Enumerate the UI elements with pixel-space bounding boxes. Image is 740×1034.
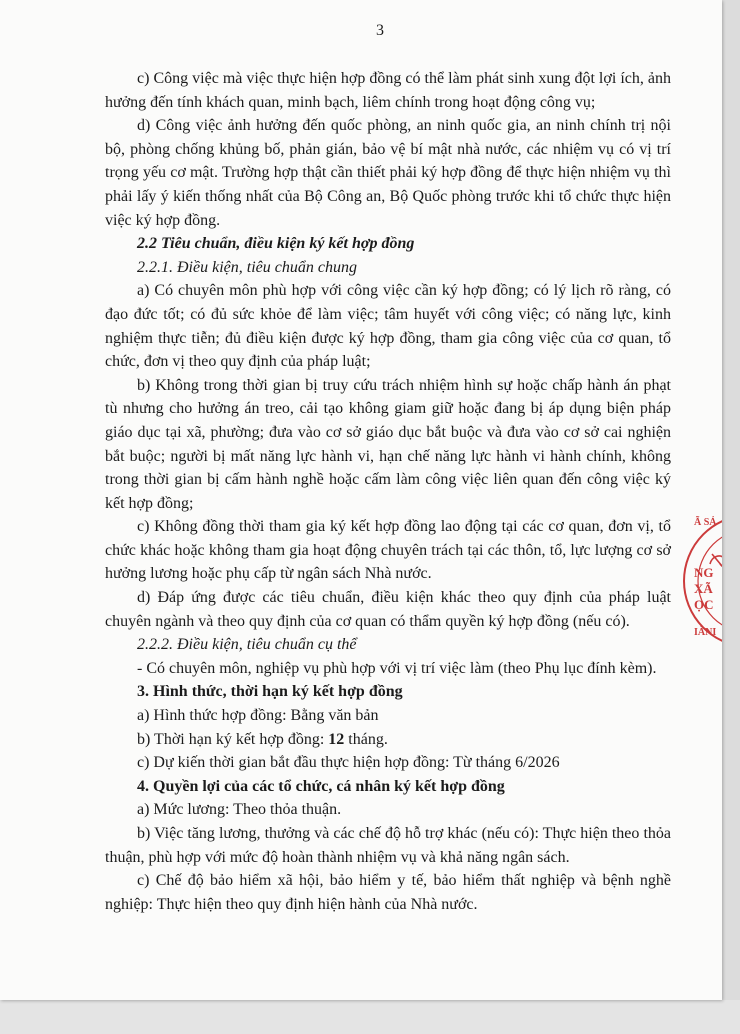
- paragraph-general-b: b) Không trong thời gian bị truy cứu trách nhiệm hình sự hoặc chấp hành án phạt tù nhưng cho hưởng án treo, cải tạo không giam giữ hoặc đang bị áp dụng biện pháp giáo dục tại xã, phường; đưa vào cơ sở giáo dục bắt buộc và đưa vào cơ sở cai nghiện bắt buộc; người bị mất năng lực hành vi, hạn chế năng lực hành vi hành chính, không trong thời gian bị cấm hành nghề hoặc cấm làm công việc liên quan đến công việc ký kết hợp đồng;: [105, 376, 671, 512]
- paragraph-conflict-of-interest: c) Công việc mà việc thực hiện hợp đồng có thể làm phát sinh xung đột lợi ích, ảnh hưởng đến tính khách quan, minh bạch, liêm chính trong hoạt động công vụ;: [105, 70, 671, 111]
- page-number: 3: [376, 22, 384, 39]
- paragraph-general-c: c) Không đồng thời tham gia ký kết hợp đồng lao động tại các cơ quan, đơn vị, tổ chức khác hoặc không tham gia hoạt động chuyên trách tại các thôn, tổ, lực lượng cơ sở hưởng lương hoặc phụ cấp từ ngân sách Nhà nước.: [105, 518, 671, 583]
- paragraph-insurance: c) Chế độ bảo hiểm xã hội, bảo hiểm y tế, bảo hiểm thất nghiệp và bệnh nghề nghiệp: Thực hiện theo quy định hiện hành của Nhà nước.: [105, 872, 671, 913]
- document-body: [105, 67, 671, 916]
- paragraph-national-defense: d) Công việc ảnh hưởng đến quốc phòng, an ninh quốc gia, an ninh chính trị nội bộ, phòng chống khủng bố, phản gián, bảo vệ bí mật nhà nước, các nhiệm vụ có vị trí trọng yếu cơ mật. Trường hợp thật cần thiết phải ký hợp đồng để thực hiện nhiệm vụ thì phải lấy ý kiến thống nhất của Bộ Công an, Bộ Quốc phòng trước khi tổ chức thực hiện việc ký hợp đồng.: [105, 117, 671, 229]
- seal-text-line-5: IÀNI: [694, 627, 717, 638]
- contract-duration-months: 12: [328, 730, 345, 748]
- paragraph-specific-requirement: - Có chuyên môn, nghiệp vụ phù hợp với vị trí việc làm (theo Phụ lục đính kèm).: [137, 659, 657, 677]
- heading-2-2-1-general-conditions: 2.2.1. Điều kiện, tiêu chuẩn chung: [137, 258, 357, 276]
- red-seal-stamp: [672, 510, 722, 652]
- paragraph-salary: a) Mức lương: Theo thỏa thuận.: [137, 801, 342, 819]
- seal-text-line-2: NG: [694, 565, 714, 580]
- paragraph-general-d: d) Đáp ứng được các tiêu chuẩn, điều kiện khác theo quy định của pháp luật chuyên ngành và theo quy định của cơ quan có thẩm quyền ký hợp đồng (nếu có).: [105, 589, 671, 630]
- heading-4-benefits: 4. Quyền lợi của các tổ chức, cá nhân ký kết hợp đồng: [137, 777, 505, 795]
- page-edge: [722, 0, 740, 1034]
- paragraph-contract-duration: [105, 728, 671, 752]
- paragraph-raises-bonuses: b) Việc tăng lương, thưởng và các chế độ hỗ trợ khác (nếu có): Thực hiện theo thỏa thuận, phù hợp với mức độ hoàn thành nhiệm vụ và khả năng ngân sách.: [105, 825, 671, 866]
- bottom-strip: [0, 1000, 740, 1034]
- paragraph-start-date: c) Dự kiến thời gian bắt đầu thực hiện hợp đồng: Từ tháng 6/2026: [137, 754, 560, 772]
- seal-text-line-3: XÃ: [694, 581, 713, 596]
- contract-duration-prefix: b) Thời hạn ký kết hợp đồng:: [137, 730, 329, 748]
- heading-2-2-standards: 2.2 Tiêu chuẩn, điều kiện ký kết hợp đồng: [137, 235, 415, 253]
- heading-3-contract-form: 3. Hình thức, thời hạn ký kết hợp đồng: [137, 683, 403, 701]
- seal-text-line-1: Ã SẢ: [694, 517, 717, 528]
- paragraph-contract-form: a) Hình thức hợp đồng: Bằng văn bản: [137, 707, 379, 725]
- contract-duration-suffix: tháng.: [344, 730, 388, 748]
- paragraph-general-a: a) Có chuyên môn phù hợp với công việc cần ký hợp đồng; có lý lịch rõ ràng, có đạo đức tốt; có đủ sức khỏe để làm việc; tâm huyết với công việc; có năng lực, kinh nghiệm thực tiễn; đủ điều kiện được ký hợp đồng, tham gia công việc của cơ quan, tổ chức, đơn vị theo quy định của pháp luật;: [105, 282, 671, 371]
- seal-text-line-4: ỌC: [694, 597, 714, 612]
- heading-2-2-2-specific-conditions: 2.2.2. Điều kiện, tiêu chuẩn cụ thể: [137, 636, 357, 654]
